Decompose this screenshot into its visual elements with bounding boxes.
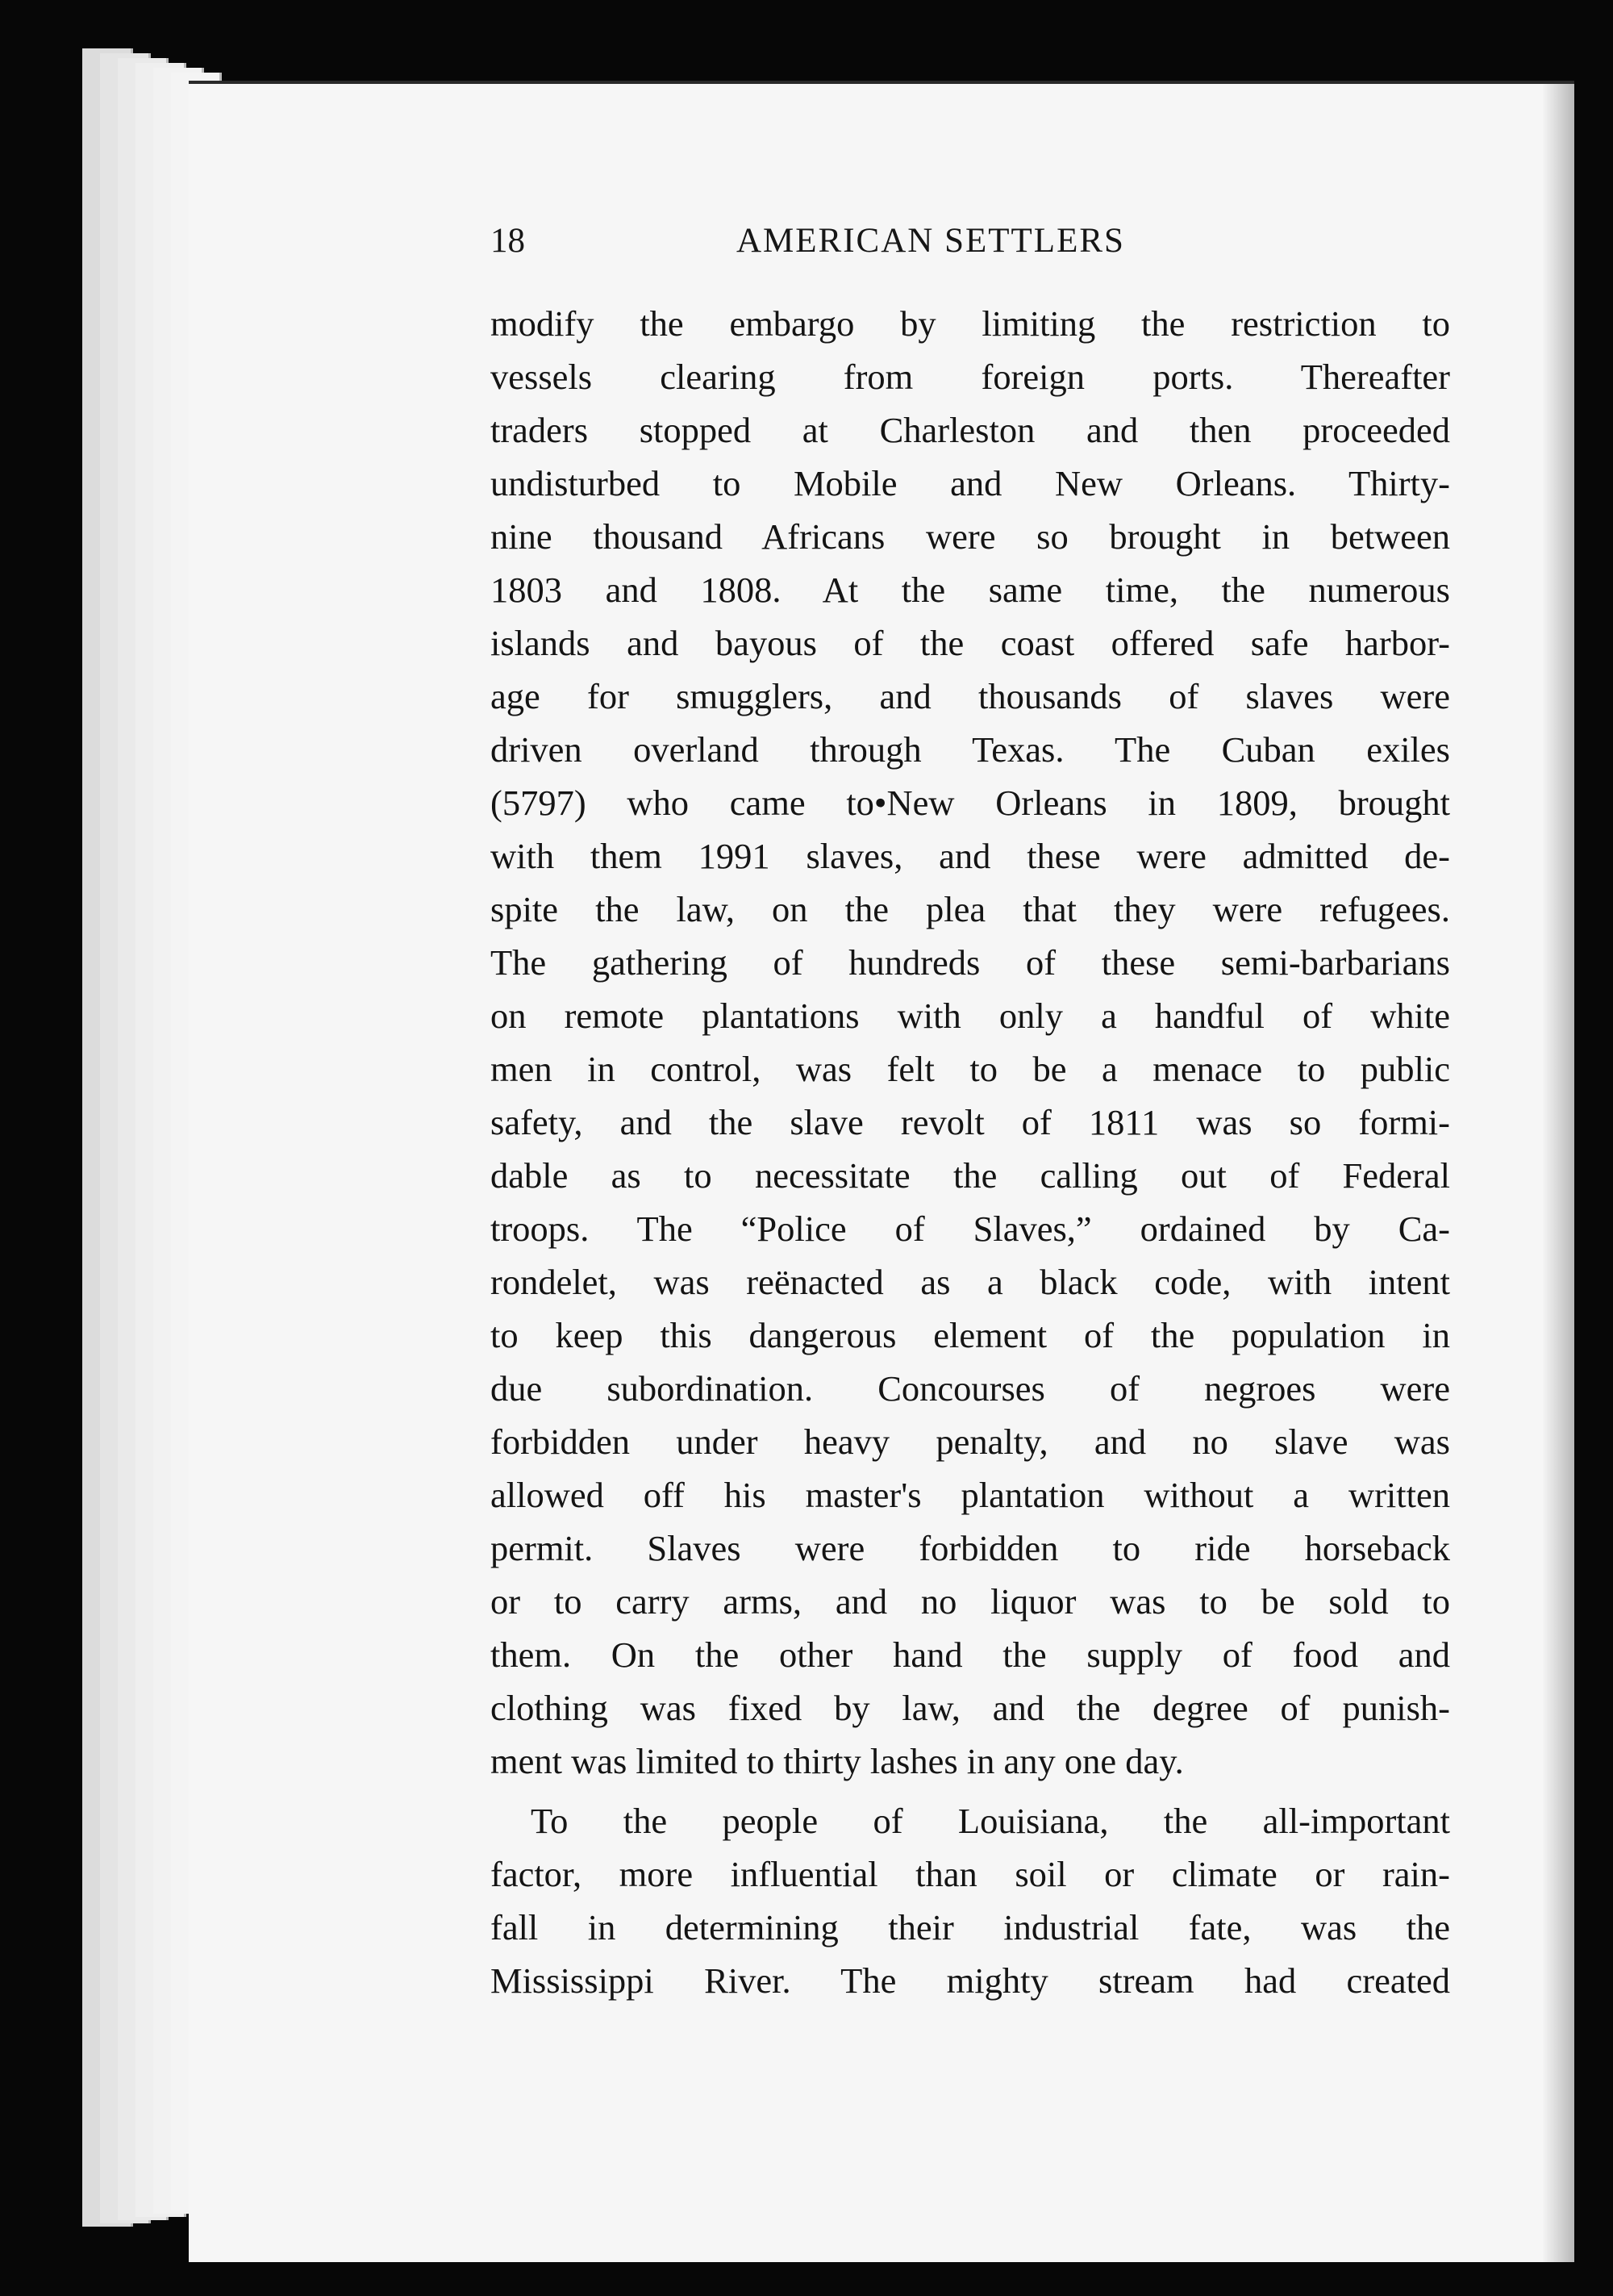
text-line: 1803 and 1808. At the same time, the numerous: [490, 570, 1450, 610]
text-line: forbidden under heavy penalty, and no slave was: [490, 1421, 1450, 1462]
text-line: permit. Slaves were forbidden to ride horseback: [490, 1528, 1450, 1568]
running-head: [490, 221, 1450, 269]
text-line: Mississippi River. The mighty stream had created: [490, 1960, 1450, 2001]
running-title: AMERICAN SETTLERS: [736, 222, 1125, 260]
text-line: age for smugglers, and thousands of slaves were: [490, 676, 1450, 716]
text-line: islands and bayous of the coast offered safe harbor-: [490, 623, 1450, 663]
text-line: The gathering of hundreds of these semi-barbarians: [490, 942, 1450, 983]
text-line: ment was limited to thirty lashes in any one day.: [490, 1741, 1184, 1781]
book-page: [189, 81, 1574, 2262]
text-line: To the people of Louisiana, the all-important: [531, 1801, 1450, 1841]
text-line: them. On the other hand the supply of food and: [490, 1634, 1450, 1675]
paragraph-1: [490, 297, 1450, 1788]
text-line: modify the embargo by limiting the restriction to: [490, 303, 1450, 344]
text-line: fall in determining their industrial fate, was the: [490, 1907, 1450, 1947]
text-line: to keep this dangerous element of the population in: [490, 1315, 1450, 1355]
text-line: dable as to necessitate the calling out of Federal: [490, 1155, 1450, 1196]
text-line: (5797) who came to•New Orleans in 1809, brought: [490, 783, 1450, 823]
text-line: due subordination. Concourses of negroes were: [490, 1368, 1450, 1409]
text-line: allowed off his master's plantation without a written: [490, 1475, 1450, 1515]
page-shadow: [1542, 84, 1574, 2262]
text-line: men in control, was felt to be a menace to public: [490, 1049, 1450, 1089]
text-line: clothing was fixed by law, and the degree of punish-: [490, 1688, 1450, 1728]
text-line: with them 1991 slaves, and these were admitted de-: [490, 836, 1450, 876]
text-line: driven overland through Texas. The Cuban exiles: [490, 729, 1450, 770]
body-text: [490, 297, 1450, 2007]
text-line: vessels clearing from foreign ports. Thereafter: [490, 357, 1450, 397]
text-line: undisturbed to Mobile and New Orleans. Thirty-: [490, 463, 1450, 503]
text-line: rondelet, was reënacted as a black code, with intent: [490, 1262, 1450, 1302]
paragraph-2: [490, 1794, 1450, 2007]
text-line: spite the law, on the plea that they were refugees.: [490, 889, 1450, 929]
text-line: on remote plantations with only a handful of white: [490, 996, 1450, 1036]
text-line: traders stopped at Charleston and then proceeded: [490, 410, 1450, 450]
text-line: or to carry arms, and no liquor was to be sold to: [490, 1581, 1450, 1622]
text-line: nine thousand Africans were so brought in between: [490, 516, 1450, 557]
text-line: safety, and the slave revolt of 1811 was so formi-: [490, 1102, 1450, 1142]
page-number: 18: [490, 222, 525, 260]
paragraph-gap: [490, 1788, 1450, 1794]
text-line: troops. The “Police of Slaves,” ordained by Ca-: [490, 1209, 1450, 1249]
text-line: factor, more influential than soil or climate or rain-: [490, 1854, 1450, 1894]
